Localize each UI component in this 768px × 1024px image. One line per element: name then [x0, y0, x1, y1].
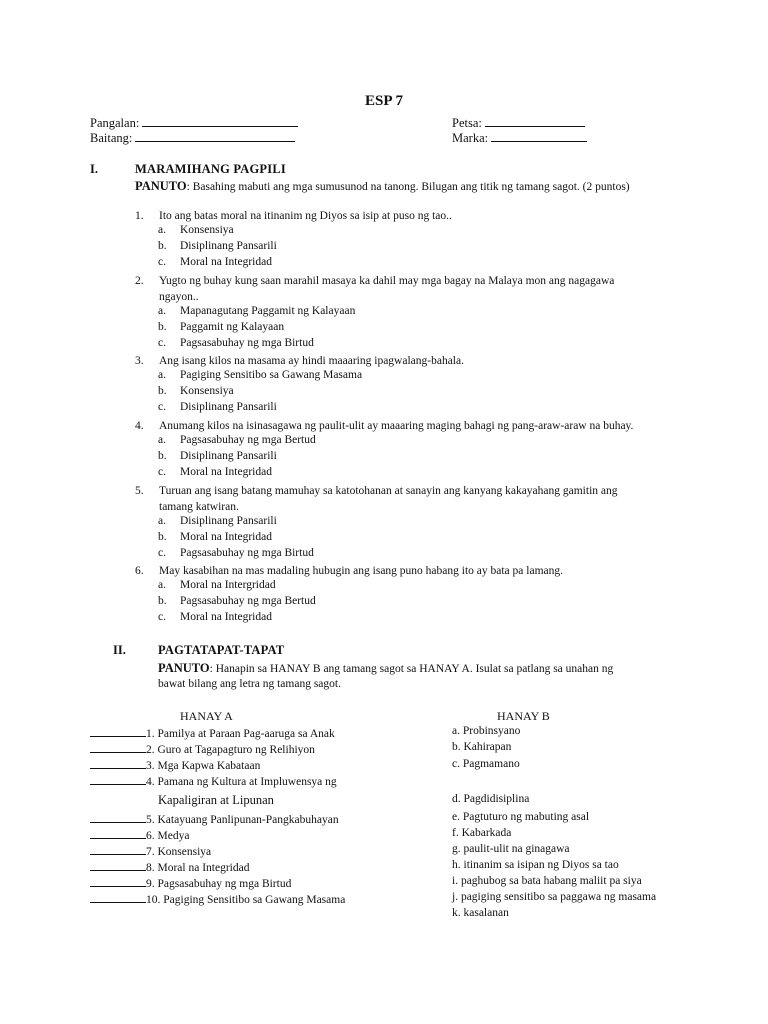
- section2-title: PAGTATAPAT-TAPAT: [158, 643, 285, 657]
- answer-blank[interactable]: [90, 843, 146, 855]
- option-text: Pagsasabuhay ng mga Bertud: [180, 434, 316, 446]
- hanay-a-item: [90, 843, 211, 858]
- answer-option[interactable]: [158, 240, 277, 252]
- option-letter: c.: [158, 547, 166, 559]
- option-letter: c.: [158, 611, 166, 623]
- option-letter: c.: [158, 256, 166, 268]
- hanay-a-item: [90, 891, 345, 906]
- answer-option[interactable]: [158, 466, 272, 478]
- answer-blank[interactable]: [90, 811, 146, 823]
- answer-option[interactable]: [158, 434, 316, 446]
- hanay-a-text: 4. Pamana ng Kultura at Impluwensya ng: [146, 776, 337, 788]
- answer-option[interactable]: [158, 547, 314, 559]
- hanay-a-text: 5. Katayuang Panlipunan-Pangkabuhayan: [146, 814, 339, 826]
- hanay-a-text: 2. Guro at Tagapagturo ng Relihiyon: [146, 744, 315, 756]
- answer-blank[interactable]: [90, 773, 146, 785]
- option-text: Moral na Integridad: [180, 611, 272, 623]
- hanay-a-item: [90, 773, 337, 788]
- hanay-a-text: 6. Medya: [146, 830, 190, 842]
- date-field[interactable]: [452, 115, 585, 131]
- answer-option[interactable]: [158, 450, 277, 462]
- answer-blank[interactable]: [90, 875, 146, 887]
- instructions2-label: PANUTO: [158, 661, 210, 675]
- section1-number: I.: [90, 162, 98, 176]
- option-letter: a.: [158, 224, 166, 236]
- answer-option[interactable]: [158, 224, 234, 236]
- page-title: ESP 7: [365, 93, 403, 109]
- question-text: Ito ang batas moral na itinanim ng Diyos sa isip at puso ng tao..: [159, 210, 452, 222]
- question-text: May kasabihan na mas madaling hubugin ang isang puno habang ito ay bata pa lamang.: [159, 565, 563, 577]
- option-text: Pagsasabuhay ng mga Birtud: [180, 547, 314, 559]
- hanay-a-text: 3. Mga Kapwa Kabataan: [146, 760, 261, 772]
- hanay-b-item: g. paulit-ulit na ginagawa: [452, 843, 570, 855]
- option-letter: c.: [158, 466, 166, 478]
- instructions-label: PANUTO: [135, 179, 187, 193]
- name-label: Pangalan:: [90, 116, 140, 130]
- answer-option[interactable]: [158, 321, 284, 333]
- answer-option[interactable]: [158, 256, 272, 268]
- answer-blank[interactable]: [90, 859, 146, 871]
- question-number: 4.: [135, 420, 144, 432]
- hanay-a-text: 10. Pagiging Sensitibo sa Gawang Masama: [146, 894, 346, 906]
- hanay-a-item: [90, 859, 249, 874]
- answer-option[interactable]: [158, 531, 272, 543]
- option-letter: b.: [158, 531, 167, 543]
- hanay-b-item: k. kasalanan: [452, 907, 509, 919]
- question-text: Ang isang kilos na masama ay hindi maaaring ipagwalang-bahala.: [159, 355, 464, 367]
- hanay-a-item: [90, 725, 335, 740]
- score-field[interactable]: [452, 130, 587, 146]
- option-letter: c.: [158, 337, 166, 349]
- grade-field[interactable]: [90, 130, 295, 146]
- option-letter: a.: [158, 434, 166, 446]
- answer-blank[interactable]: [90, 725, 146, 737]
- option-text: Disiplinang Pansarili: [180, 240, 277, 252]
- option-text: Konsensiya: [180, 385, 234, 397]
- option-text: Pagsasabuhay ng mga Birtud: [180, 337, 314, 349]
- question-text: ngayon..: [159, 291, 199, 303]
- hanay-a-item: [90, 757, 260, 772]
- option-text: Disiplinang Pansarili: [180, 515, 277, 527]
- answer-option[interactable]: [158, 369, 362, 381]
- hanay-a-item: [90, 875, 291, 890]
- option-letter: b.: [158, 595, 167, 607]
- question-text: Anumang kilos na isinasagawa ng paulit-ulit ay maaaring maging bahagi ng pang-araw-araw na buhay.: [159, 420, 634, 432]
- section2-number: II.: [113, 643, 126, 657]
- answer-option[interactable]: [158, 595, 316, 607]
- section2-instructions: [158, 660, 613, 677]
- hanay-a-text: 8. Moral na Integridad: [146, 862, 250, 874]
- hanay-b-title: HANAY B: [497, 709, 550, 723]
- question-number: 6.: [135, 565, 144, 577]
- hanay-b-item: d. Pagdidisiplina: [452, 793, 530, 805]
- score-blank[interactable]: [491, 130, 587, 142]
- hanay-b-item: j. pagiging sensitibo sa paggawa ng masama: [452, 891, 657, 903]
- hanay-b-item: a. Probinsyano: [452, 725, 521, 737]
- hanay-a-item-continued: Kapaligiran at Lipunan: [158, 793, 274, 807]
- option-letter: b.: [158, 450, 167, 462]
- option-text: Moral na Integridad: [180, 466, 272, 478]
- answer-option[interactable]: [158, 305, 355, 317]
- hanay-a-title: HANAY A: [180, 709, 233, 723]
- question-number: 3.: [135, 355, 144, 367]
- question-text: tamang katwiran.: [159, 501, 239, 513]
- option-text: Moral na Integridad: [180, 256, 272, 268]
- question-number: 5.: [135, 485, 144, 497]
- score-label: Marka:: [452, 131, 489, 145]
- option-text: Konsensiya: [180, 224, 234, 236]
- name-field[interactable]: [90, 115, 298, 131]
- answer-option[interactable]: [158, 337, 314, 349]
- answer-option[interactable]: [158, 611, 272, 623]
- question-number: 1.: [135, 210, 144, 222]
- hanay-a-item: [90, 827, 189, 842]
- option-letter: a.: [158, 305, 166, 317]
- option-letter: a.: [158, 515, 166, 527]
- hanay-b-item: c. Pagmamano: [452, 758, 520, 770]
- option-text: Pagsasabuhay ng mga Bertud: [180, 595, 316, 607]
- hanay-b-item: e. Pagtuturo ng mabuting asal: [452, 811, 590, 823]
- answer-option[interactable]: [158, 385, 234, 397]
- option-letter: b.: [158, 240, 167, 252]
- date-blank[interactable]: [485, 115, 585, 127]
- answer-option[interactable]: [158, 401, 277, 413]
- answer-option[interactable]: [158, 515, 277, 527]
- hanay-a-text: 7. Konsensiya: [146, 846, 212, 858]
- option-text: Disiplinang Pansarili: [180, 450, 277, 462]
- answer-blank[interactable]: [90, 891, 146, 903]
- hanay-a-text: 1. Pamilya at Paraan Pag-aaruga sa Anak: [146, 728, 335, 740]
- hanay-a-text: 9. Pagsasabuhay ng mga Birtud: [146, 878, 292, 890]
- answer-blank[interactable]: [90, 741, 146, 753]
- answer-option[interactable]: [158, 579, 276, 591]
- question-number: 2.: [135, 275, 144, 287]
- name-blank[interactable]: [142, 115, 298, 127]
- instructions2-text-2: bawat bilang ang letra ng tamang sagot.: [158, 678, 341, 690]
- answer-blank[interactable]: [90, 827, 146, 839]
- question-text: Yugto ng buhay kung saan marahil masaya ka dahil may mga bagay na Malaya mon ang nagagawa: [159, 275, 615, 287]
- date-label: Petsa:: [452, 116, 482, 130]
- grade-blank[interactable]: [135, 130, 295, 142]
- instructions2-text-1: : Hanapin sa HANAY B ang tamang sagot sa HANAY A. Isulat sa patlang sa unahan ng: [209, 663, 614, 675]
- option-text: Paggamit ng Kalayaan: [180, 321, 285, 333]
- section1-title: MARAMIHANG PAGPILI: [135, 162, 286, 176]
- question-text: Turuan ang isang batang mamuhay sa katotohanan at sanayin ang kanyang kakayahang gamitin ang: [159, 485, 618, 497]
- hanay-b-item: i. paghubog sa bata habang maliit pa siya: [452, 875, 642, 887]
- hanay-b-item: h. itinanim sa isipan ng Diyos sa tao: [452, 859, 619, 871]
- option-letter: a.: [158, 369, 166, 381]
- hanay-b-item: f. Kabarkada: [452, 827, 512, 839]
- option-text: Moral na Intergridad: [180, 579, 276, 591]
- option-letter: b.: [158, 321, 167, 333]
- option-letter: c.: [158, 401, 166, 413]
- grade-label: Baitang:: [90, 131, 133, 145]
- hanay-a-item: [90, 741, 315, 756]
- option-text: Moral na Integridad: [180, 531, 272, 543]
- option-text: Pagiging Sensitibo sa Gawang Masama: [180, 369, 363, 381]
- answer-blank[interactable]: [90, 757, 146, 769]
- option-text: Disiplinang Pansarili: [180, 401, 277, 413]
- hanay-a-item: [90, 811, 339, 826]
- section1-instructions: [135, 178, 630, 195]
- option-text: Mapanagutang Paggamit ng Kalayaan: [180, 305, 356, 317]
- instructions-text: : Basahing mabuti ang mga sumusunod na tanong. Bilugan ang titik ng tamang sagot. (2 puntos): [186, 181, 630, 193]
- option-letter: a.: [158, 579, 166, 591]
- hanay-b-item: b. Kahirapan: [452, 741, 512, 753]
- option-letter: b.: [158, 385, 167, 397]
